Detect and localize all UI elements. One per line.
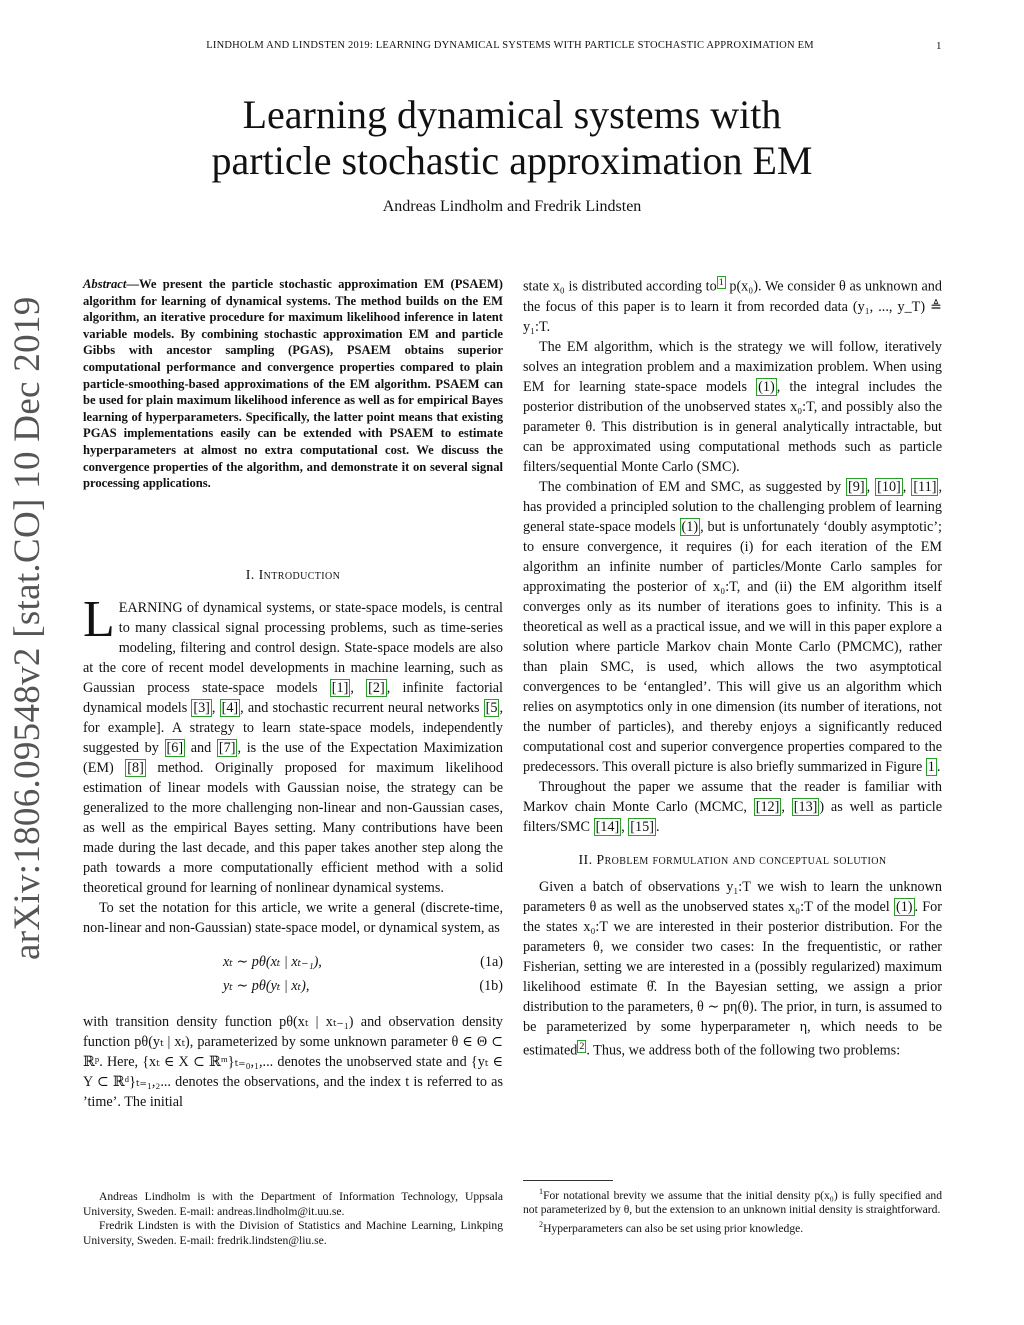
abstract-text: —We present the particle stochastic approximation EM (PSAEM) algorithm for learning of dynamical systems. The method builds on the EM algorithm, an iterative procedure for maximum likelihood inference in latent variable models. By combining stochastic approximation EM and particle Gibbs with ancestor sampling (PGAS), PSAEM obtains superior computational performance and convergence properties compared to plain particle-smoothing-based approximations of the EM algorithm. PSAEM can be used for plain maximum likelihood inference as well as for empirical Bayes learning of hyperparameters. Specifically, the latter point means that existing PGAS implementations easily can be extended with PSAEM to estimate hyperparameters at almost no extra computational cost. We discuss the convergence properties of the algorithm, and demonstrate it on several signal processing applications. xyxy=(83,277,503,491)
footnote-text: Hyperparameters can also be set using prior knowledge. xyxy=(543,1221,804,1235)
intro-text: method. Originally proposed for maximum likelihood estimation of linear models with Gaussian noise, the strategy can be generalized to the more challenging non-linear and non-Gaussian cases, as well as the empirical Bayes setting. Many contributions have been made during the last decade, and this paper takes another step along the path towards a more computationally efficient method with a solid theoretical ground for learning of nonlinear dynamical systems. xyxy=(83,760,503,896)
affiliation-footnotes xyxy=(83,1190,503,1248)
citation-link[interactable]: [10] xyxy=(877,478,901,495)
arxiv-identifier[interactable]: arXiv:1806.09548v2 [stat.CO] 10 Dec 2019 xyxy=(7,296,48,960)
footnote-1 xyxy=(523,1185,942,1218)
equation-number: (1b) xyxy=(479,978,503,994)
intro-paragraph-3: with transition density function pθ(xₜ | xₜ₋₁) and observation density function pθ(yₜ | xₜ), parameterized by some unknown parameter θ ∈ Θ ⊂ ℝᵖ. Here, {xₜ ∈ X ⊂ ℝᵐ}ₜ₌₀,₁,... denotes the unobserved state and {yₜ ∈ Y ⊂ ℝᵈ}ₜ₌₁,₂... denotes the observations, and the index t is referred to as ’time’. The initial xyxy=(83,1014,503,1110)
body-text: , but is unfortunately ‘doubly asymptotic’; to ensure convergence, it requires (i) for each iteration of the EM algorithm an infinite number of particles/Monte Carlo samples for approximating the posterior of x₀:T, and (ii) the EM algorithm itself converges only as its number of iterations goes to infinity. This is a theoretical as well as a practical issue, and we will in this paper explore a solution where particle Markov chain Monte Carlo (PMCMC), rather than plain SMC, is used, which allows the two asymptotical convergences to be ‘entangled’. This will give us an algorithm which relies on asymptotics only in one dimension (its number of iterations, not the number of particles), and thereby enjoys a significantly reduced computational cost and superior convergence properties compared to the predecessors. This overall picture is also briefly summarized in Figure xyxy=(523,518,942,775)
body-text: Throughout the paper we assume that the reader is familiar with Markov chain Monte Carlo (MCMC, xyxy=(523,778,942,815)
citation-link[interactable]: [6] xyxy=(166,740,184,756)
section-numeral: II. xyxy=(578,852,593,868)
intro-text: , and stochastic recurrent neural networks xyxy=(240,700,484,716)
body-text: , has provided a principled solution to the challenging problem of learning general state-space models xyxy=(523,478,942,535)
footnote-link[interactable]: 1 xyxy=(718,277,724,288)
citation-link[interactable]: [8] xyxy=(127,760,144,776)
body-text: state x₀ is distributed according to xyxy=(523,278,717,295)
right-paragraph-1 xyxy=(523,273,942,337)
equation-ref-link[interactable]: (1) xyxy=(895,898,913,915)
body-text: . Thus, we address both of the following two problems: xyxy=(586,1042,901,1059)
intro-text: , for example]. A strategy to learn state-space models, independently suggested by xyxy=(83,700,503,756)
citation-link[interactable]: [1] xyxy=(331,680,349,696)
paper-title xyxy=(140,92,884,184)
equation-1a xyxy=(83,952,503,976)
equation-1b xyxy=(83,976,503,1000)
title-line-1: Learning dynamical systems with xyxy=(242,92,782,137)
footnote-mark: 1 xyxy=(539,1187,544,1196)
right-column xyxy=(523,273,942,1060)
citation-link[interactable]: [3] xyxy=(193,700,210,716)
body-text: . xyxy=(655,818,660,835)
page-number: 1 xyxy=(936,40,942,52)
right-paragraph-4: Throughout the paper we assume that the reader is familiar with Markov chain Monte Carlo (MCMC, [12] , [13] ) as well as particle filters/SMC [14] , [15] . xyxy=(523,778,942,835)
section-title: Introduction xyxy=(258,568,341,583)
affiliation-2: Fredrik Lindsten is with the Division of Statistics and Machine Learning, Linkping University, Sweden. E-mail: fredrik.lindsten@liu.se. xyxy=(83,1219,503,1247)
citation-link[interactable]: [13] xyxy=(793,798,818,815)
equation-text: xₜ ∼ pθ(xₜ | xₜ₋₁), xyxy=(223,954,322,970)
intro-text: , infinite factorial dynamical models xyxy=(83,680,503,716)
section-introduction xyxy=(83,566,503,1112)
body-text: ) as well as particle filters/SMC xyxy=(523,798,942,835)
right-paragraph-2 xyxy=(523,337,942,477)
body-text: Given a batch of observations y₁:T we wish to learn the unknown parameters θ as well as the unobserved states x₀:T of the model xyxy=(523,878,942,915)
citation-link[interactable]: [11] xyxy=(913,478,937,495)
citation-link[interactable]: [14] xyxy=(595,818,620,835)
citation-link[interactable]: [4] xyxy=(221,700,239,716)
equation-number: (1a) xyxy=(480,954,503,970)
abstract xyxy=(83,276,503,492)
footnotes xyxy=(523,1180,942,1237)
equation-ref-link[interactable]: (1) xyxy=(758,378,775,395)
citation-link[interactable]: [12] xyxy=(755,798,780,815)
intro-text: , is the use of the Expectation Maximization (EM) xyxy=(83,740,503,776)
equation-ref-link[interactable]: (1) xyxy=(681,518,699,535)
body-text: The EM algorithm, which is the strategy we will follow, iteratively solves an integration problem and a maximization problem. When using EM for learning state-space models xyxy=(523,338,942,395)
intro-text: and xyxy=(185,740,217,756)
figure-ref-link[interactable]: 1 xyxy=(927,758,935,775)
footnote-2 xyxy=(523,1218,942,1236)
intro-text: EARNING of dynamical systems, or state-space models, is central to many classical signal processing problems, such as time-series modeling, filtering and control design. State-space models are also at the core of recent model developments in machine learning, such as Gaussian process state-space models xyxy=(83,600,503,696)
body-text: . For the states x₀:T we are interested in their posterior distribution. For the parameters θ, we consider two cases: In the frequentistic, or rather Fisherian, setting we are interested in a (possibly regularized) maximum likelihood estimate θ̂. In the Bayesian setting, we assign a prior distribution to the parameters, θ ∼ pη(θ). The prior, in turn, is assumed to be parameterized by some hyperparameter η, which needs to be estimated xyxy=(523,898,942,1059)
section-heading-2 xyxy=(523,851,942,871)
author-list: Andreas Lindholm and Fredrik Lindsten xyxy=(382,198,642,215)
body-text: p(x₀). We consider θ as unknown and the focus of this paper is to learn it from recorded data (y₁, ..., y_T) ≜ y₁:T. xyxy=(523,278,942,335)
citation-link[interactable]: [2] xyxy=(368,680,385,696)
intro-paragraph-1: LEARNING of dynamical systems, or state-space models, is central to many classical signal processing problems, such as time-series modeling, filtering and control design. State-space models are also at the core of recent model developments in machine learning, such as Gaussian process state-space models [1] , [2] , infinite factorial dynamical models [3] , [4] , and stochastic recurrent neural networks [5 , for example]. A strategy to learn state-space models, independently suggested by [6] and [7] , is the use of the Expectation Maximization (EM) [8] method. Originally proposed for maximum likelihood estimation of linear models with Gaussian noise, the strategy can be generalized to the more challenging non-linear and non-Gaussian cases, as well as the empirical Bayes setting. Many contributions have been made during the last decade, and this paper takes another step along the path towards a more computationally efficient method with a solid theoretical ground for learning of nonlinear dynamical systems. xyxy=(83,591,503,896)
title-line-2: particle stochastic approximation EM xyxy=(211,138,813,183)
section-numeral: I. xyxy=(245,568,255,583)
right-paragraph-3: The combination of EM and SMC, as suggested by [9] , [10] , [11] , has provided a principled solution to the challenging problem of learning general state-space models (1) , but is unfortunately ‘doubly asymptotic’; to ensure convergence, it requires (i) for each iteration of the EM algorithm an infinite number of particles/Monte Carlo samples for approximating the posterior of x₀:T, and (ii) the EM algorithm itself converges only as its number of iterations goes to infinity. This is a theoretical as well as a practical issue, and we will in this paper explore a solution where particle Markov chain Monte Carlo (PMCMC), rather than plain SMC, is used, which allows the two asymptotical convergences to be ‘entangled’. This will give us an algorithm which relies on asymptotics only in one dimension (its number of iterations, not the number of particles), and thereby enjoys a significantly reduced computational cost and superior convergence properties compared to the predecessors. This overall picture is also briefly summarized in Figure 1 . xyxy=(523,478,942,775)
citation-link[interactable]: [15] xyxy=(630,818,654,835)
section-title: Problem formulation and conceptual solution xyxy=(596,852,887,868)
abstract-label: Abstract xyxy=(83,277,127,291)
body-text: The combination of EM and SMC, as suggested by xyxy=(539,478,847,495)
section2-paragraph-1 xyxy=(523,877,942,1061)
equation-text: yₜ ∼ pθ(yₜ | xₜ), xyxy=(223,978,310,994)
running-head: LINDHOLM AND LINDSTEN 2019: LEARNING DYNAMICAL SYSTEMS WITH PARTICLE STOCHASTIC APPROXIMATION EM xyxy=(206,40,814,51)
affiliation-1: Andreas Lindholm is with the Department of Information Technology, Uppsala University, Sweden. E-mail: andreas.lindholm@it.uu.se. xyxy=(83,1190,503,1218)
footnote-text: For notational brevity we assume that the initial density p(x₀) is fully specified and not parameterized by θ, but the extension to an unknown initial density is straightforward. xyxy=(523,1188,942,1217)
section-heading-1 xyxy=(83,566,503,586)
body-text: . xyxy=(936,758,941,775)
body-text: , the integral includes the posterior distribution of the unobserved states x₀:T, and possibly also the parameter θ. This distribution is in general analytically intractable, but can be approximated using computational methods such as particle filters/sequential Monte Carlo (SMC). xyxy=(523,378,942,475)
citation-link[interactable]: [9] xyxy=(848,478,865,495)
intro-paragraph-2: To set the notation for this article, we write a general (discrete-time, non-linear and non-Gaussian) state-space model, or dynamical system, as xyxy=(83,900,503,936)
footnote-mark: 2 xyxy=(539,1220,544,1230)
citation-link[interactable]: [7] xyxy=(218,740,236,756)
drop-cap: L xyxy=(83,591,115,648)
footnote-link[interactable]: 2 xyxy=(579,1040,585,1052)
citation-link[interactable]: [5 xyxy=(485,700,498,716)
